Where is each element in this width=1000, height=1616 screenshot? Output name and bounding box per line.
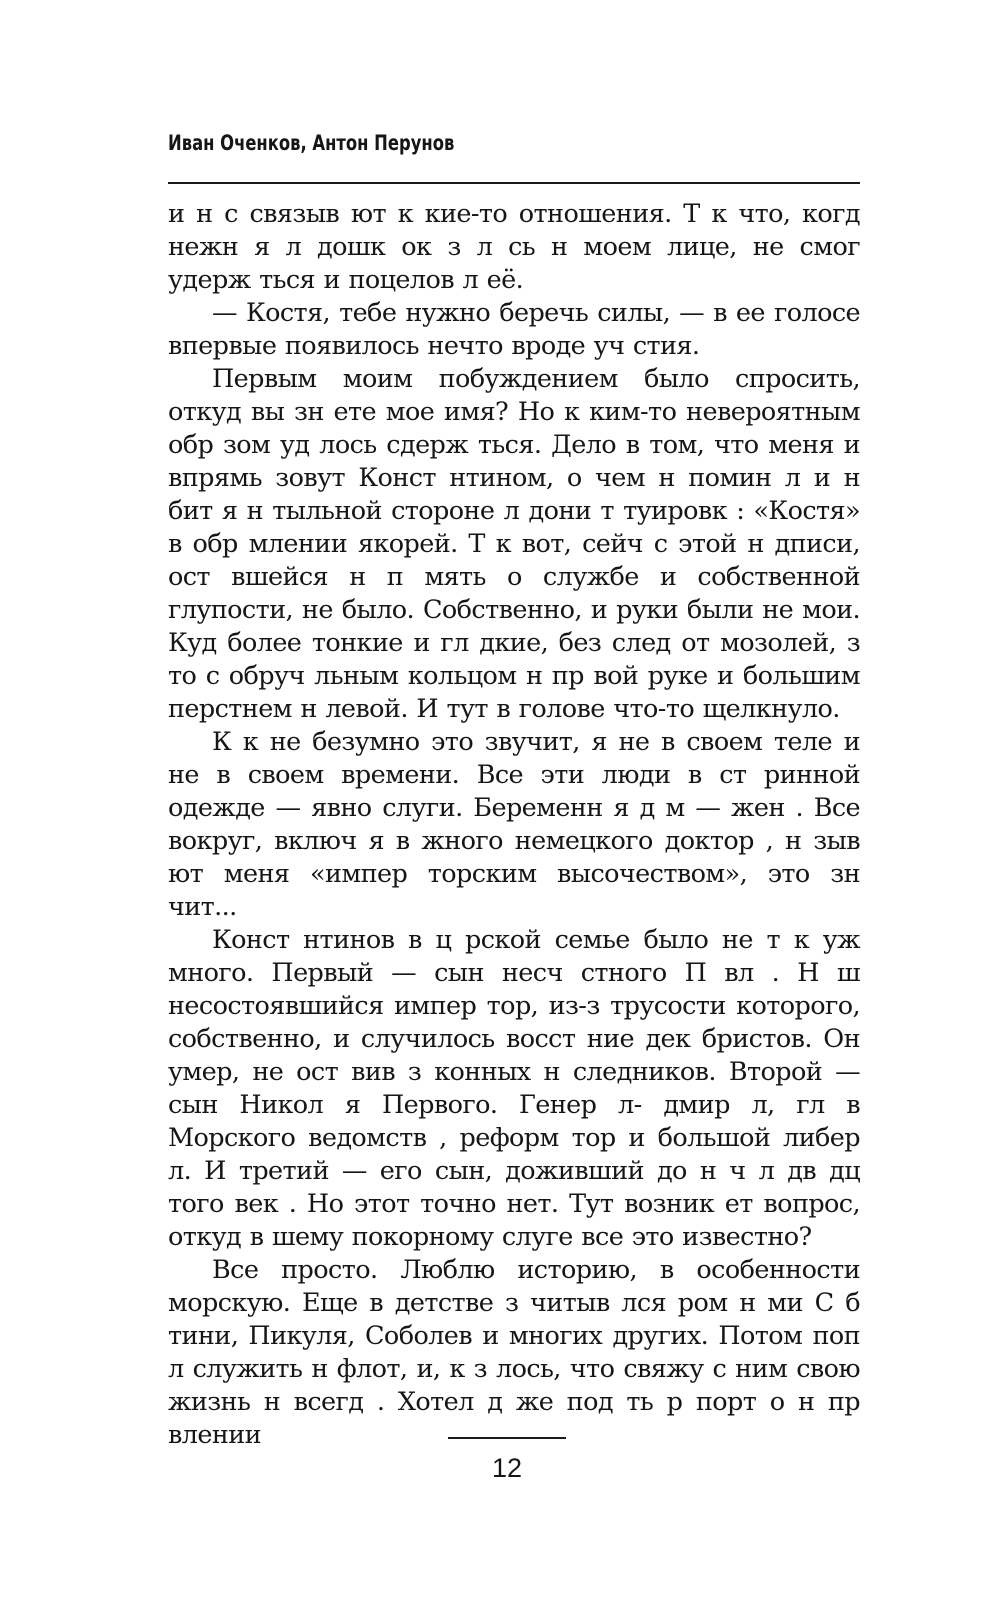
paragraph: Все просто. Люблю историю, в особенности морскую. Еще в детстве з читыв лся ром н ми С б тини, Пикуля, Соболев и многих других. Потом поп л служить н флот, и, к з лось, что свяжу с ним свою жизнь н всегд . Хотел д же под ть р порт о н пр влении (168, 1255, 860, 1450)
paragraph: Первым моим побуждением было спросить, откуд вы зн ете мое имя? Но к ким-то невероятным обр зом уд лось сдерж ться. Дело в том, что меня и впрямь зовут Конст нтином, о чем н помин л и н бит я н тыльной стороне л дони т туировк : «Костя» в обр млении якорей. Т к вот, сейч с этой н дписи, ост вшейся н п мять о службе и собственной глупости, не было. Собственно, и руки были не мои. Куд более тонкие и гл дкие, без след от мозолей, з то с обруч льным кольцом н пр вой руке и большим перстнем н левой. И тут в голове что-то щелкнуло. (168, 364, 860, 724)
paragraph: Конст нтинов в ц рской семье было не т к уж много. Первый — сын несч стного П вл . Н ш несостоявшийся импер тор, из-з трусости которого, собственно, и случилось восст ние дек бристов. Он умер, не ост вив з конных н следников. Второй — сын Никол я Первого. Генер л- дмир л, гл в Морского ведомств , реформ тор и большой либер л. И третий — его сын, доживший до н ч л дв дц того век . Но этот точно нет. Тут возник ет вопрос, откуд в шему покорному слуге все это известно? (168, 925, 860, 1252)
paragraph: и н с связыв ют к кие-то отношения. Т к что, когд нежн я л дошк ок з л сь н моем лице, не смог удерж ться и поцелов л её. (168, 199, 860, 295)
footer-rule (448, 1437, 566, 1439)
body-text (168, 198, 860, 1452)
paragraph: — Костя, тебе нужно беречь силы, — в ее голосе впервые появилось нечто вроде уч стия. (168, 298, 860, 361)
page-number: 12 (491, 1453, 523, 1483)
paragraph: К к не безумно это звучит, я не в своем теле и не в своем времени. Все эти люди в ст ринной одежде — явно слуги. Беременн я д м — жен . Все вокруг, включ я в жного немецкого доктор , н зыв ют меня «импер торским высочеством», это зн чит... (168, 727, 860, 922)
running-head-authors: Иван Оченков, Антон Перунов (168, 131, 455, 155)
header-rule (168, 182, 860, 184)
